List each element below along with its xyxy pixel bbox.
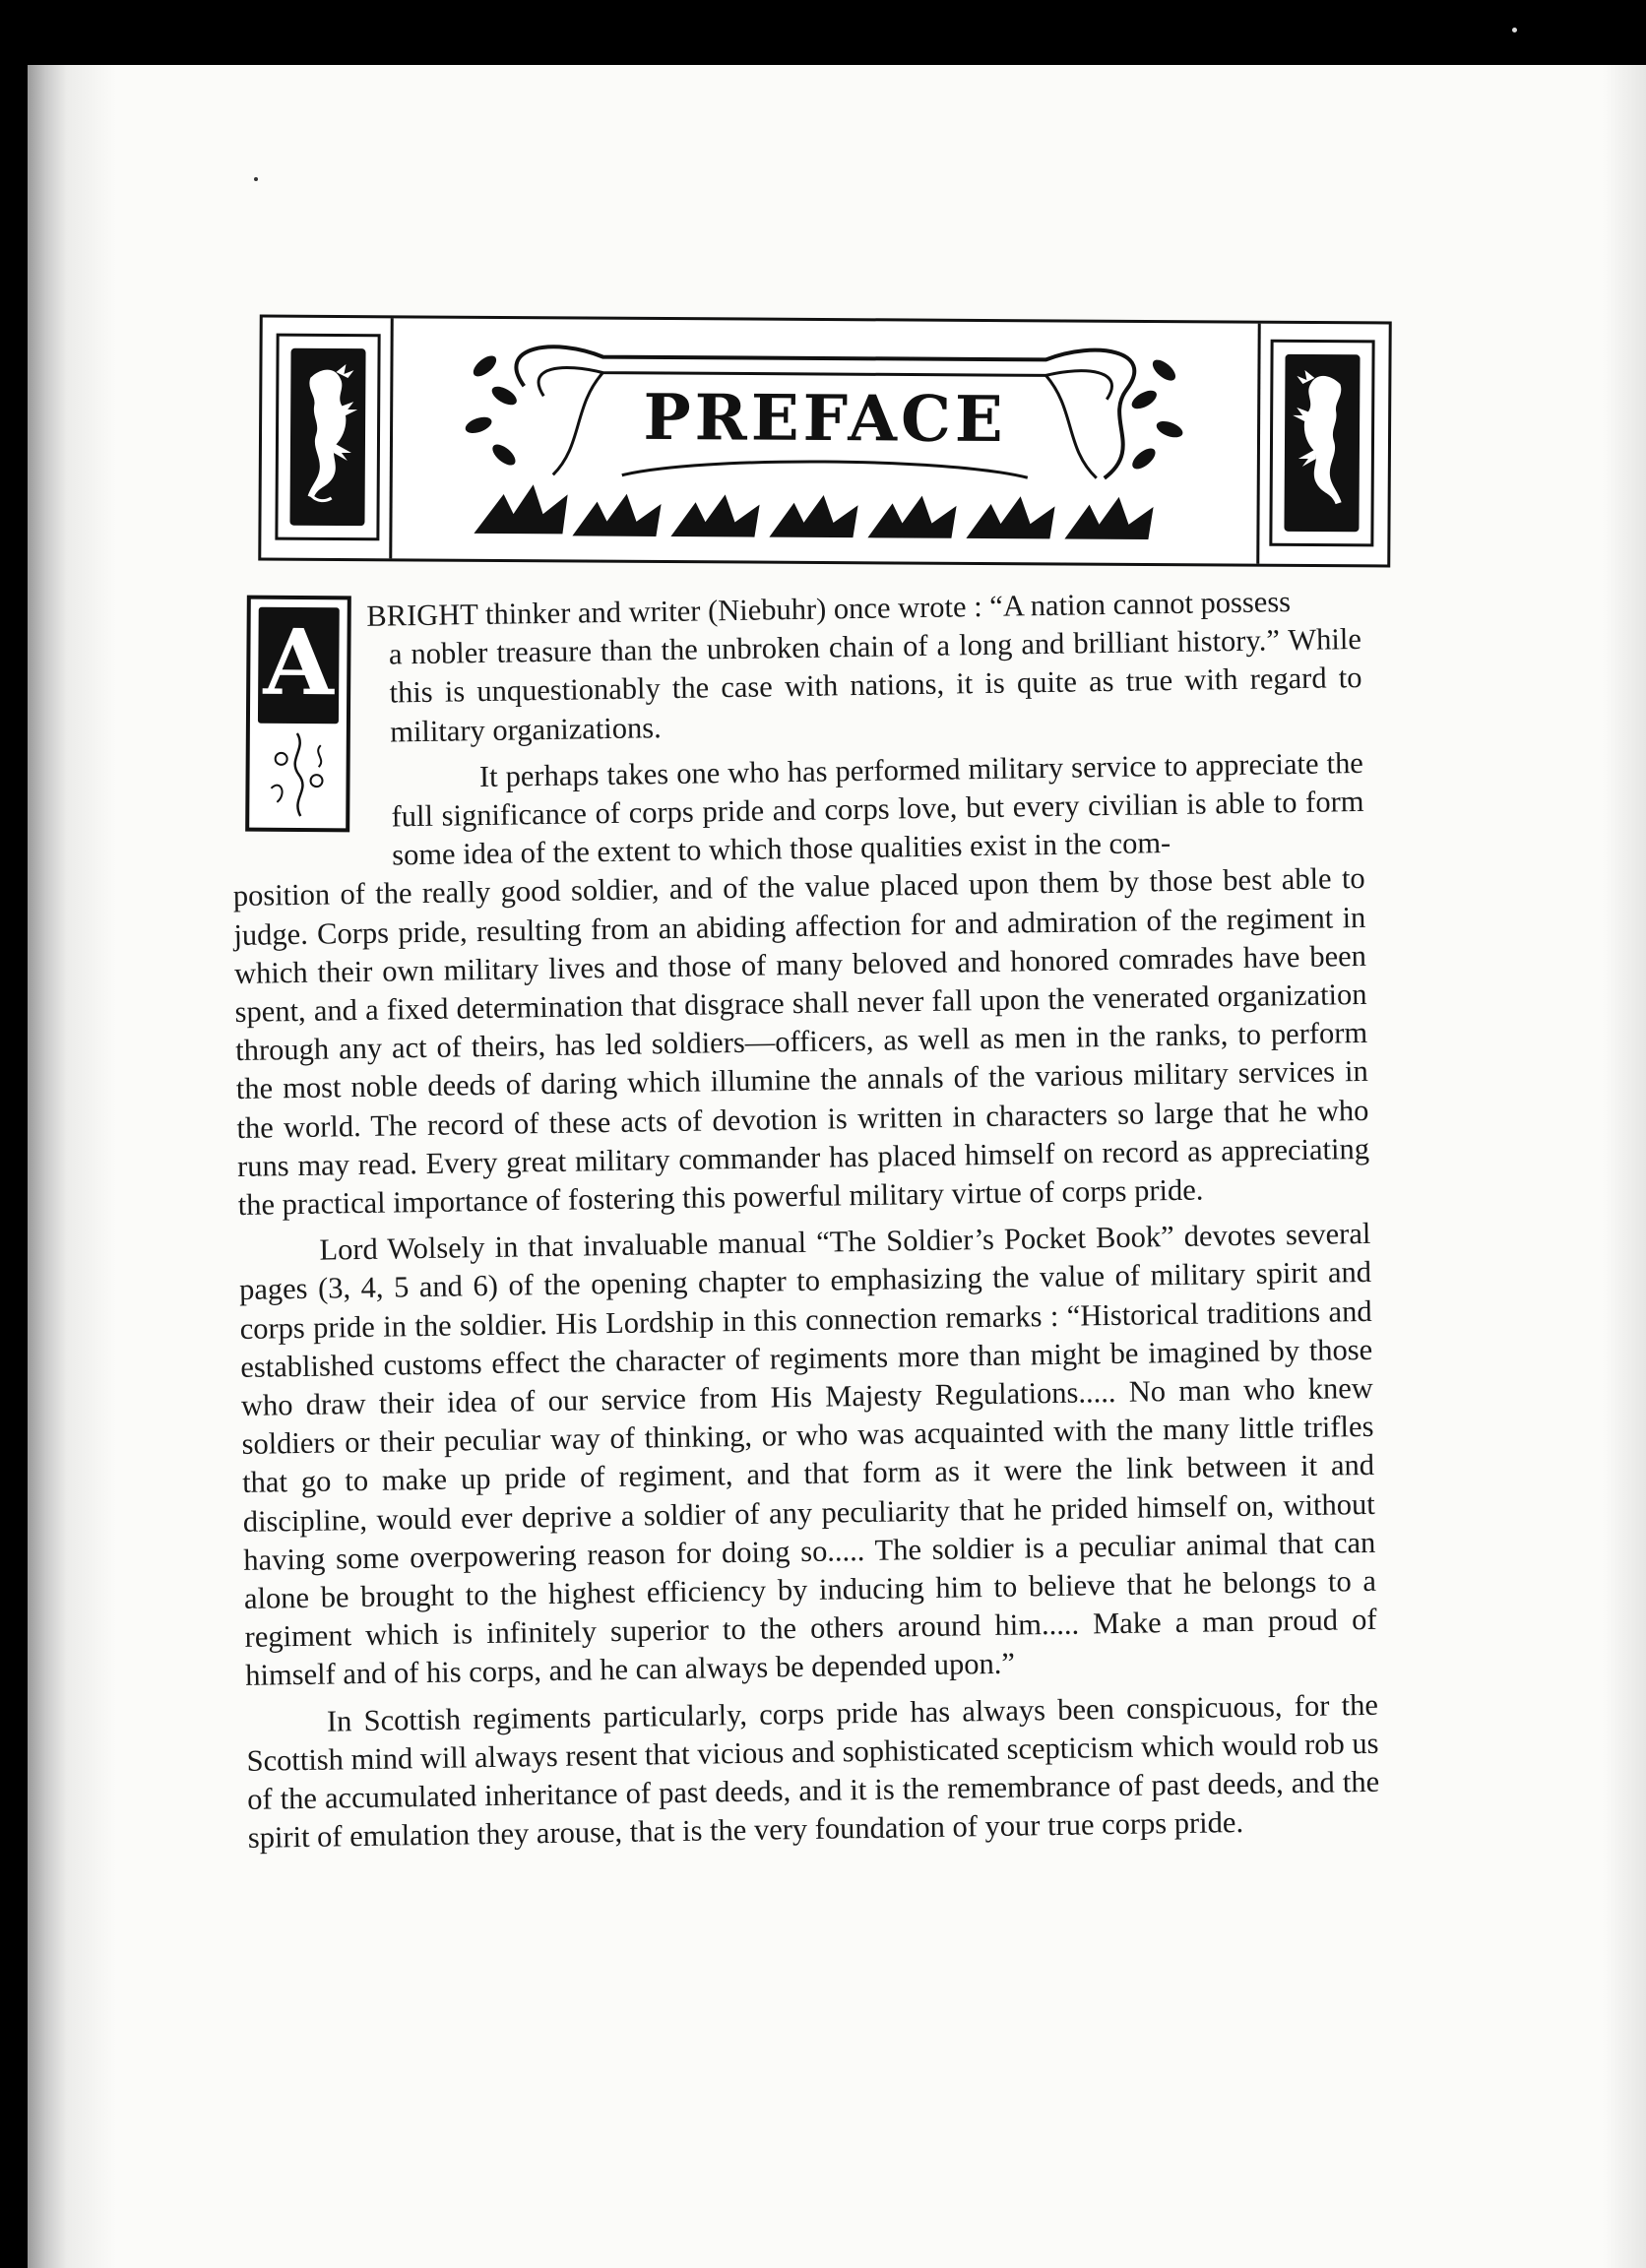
preface-body: [228, 582, 1380, 1865]
paragraph-2-start: It perhaps takes one who has performed military service to appreciate the full significance of corps pride and corps love, but every civilian is able to form some idea of the extent to which those qualities exist in the com-: [391, 745, 1364, 872]
right-lion-crest: [1269, 340, 1374, 547]
paragraph-3-text: Lord Wolsely in that invaluable manual “The Soldier’s Pocket Book” devotes several pages (3, 4, 5 and 6) of the opening chapter to emphasizing the value of military spirit and corps pride in the soldier. His Lordship in this connection remarks : “Historical traditions and established customs effect the character of regiments more than might be imagined by those who draw their idea of our service from His Majesty Regulations..... No man who knew soldiers or their peculiar way of thinking, or who was acquainted with the many little trifles that go to make up pride of regiment, and that form as it were the link between it and discipline, would ever deprive a soldier of any peculiarity that he prided himself on, without having some overpowering reason for doing so..... The soldier is a peculiar animal that can alone be brought to the highest efficiency by inducing him to believe that he belongs to a regiment which is infinitely superior to the others around him..... Make a man proud of himself and of his corps, and he can always be depended upon.”: [238, 1217, 1377, 1693]
page-title: PREFACE: [643, 380, 1007, 458]
paragraph-1: [366, 582, 1364, 875]
drop-cap-letter: A: [263, 608, 335, 717]
paragraph-2-text: position of the really good soldier, and of the value placed upon them by those best able to judge. Corps pride, resulting from an abiding affection for and admiration of the regiment in which their own military lives and those of many beloved and honored comrades have been spent, and a fixed determination that disgrace shall never fall upon the venerated organization through any act of theirs, has led soldiers—officers, as well as men in the ranks, to perform the most noble deeds of daring which illumine the annals of the various military services in the world. The record of these acts of devotion is written in characters so large that he who runs may read. Every great military commander has placed himself on record as appreciating the practical importance of fostering this powerful military virtue of corps pride.: [232, 861, 1370, 1223]
page-right-edge: [1603, 65, 1646, 2268]
paragraph-1-line-1: BRIGHT thinker and writer (Niebuhr) once wrote : “A nation cannot possess: [366, 585, 1292, 633]
lion-rampant-icon: [1284, 354, 1360, 532]
paper-speck: [254, 177, 258, 181]
page-gutter-shadow: [28, 65, 116, 2268]
paper-speck: [1512, 28, 1517, 32]
paragraph-1-text: a nobler treasure than the unbroken chain of a long and brilliant history.” While this is unquestionably the case with nations, it is quite as true with regard to military organizations.: [388, 622, 1362, 749]
preface-header-banner: [258, 314, 1392, 567]
paragraph-4-text: In Scottish regiments particularly, corps pride has always been conspicuous, for the Scottish mind will always resent that vicious and sophisticated scepticism which would rob us of the accumulated inheritance of past deeds, and it is the remembrance of past deeds, and the spirit of emulation they arouse, that is the very foundation of your true corps pride.: [246, 1687, 1380, 1856]
